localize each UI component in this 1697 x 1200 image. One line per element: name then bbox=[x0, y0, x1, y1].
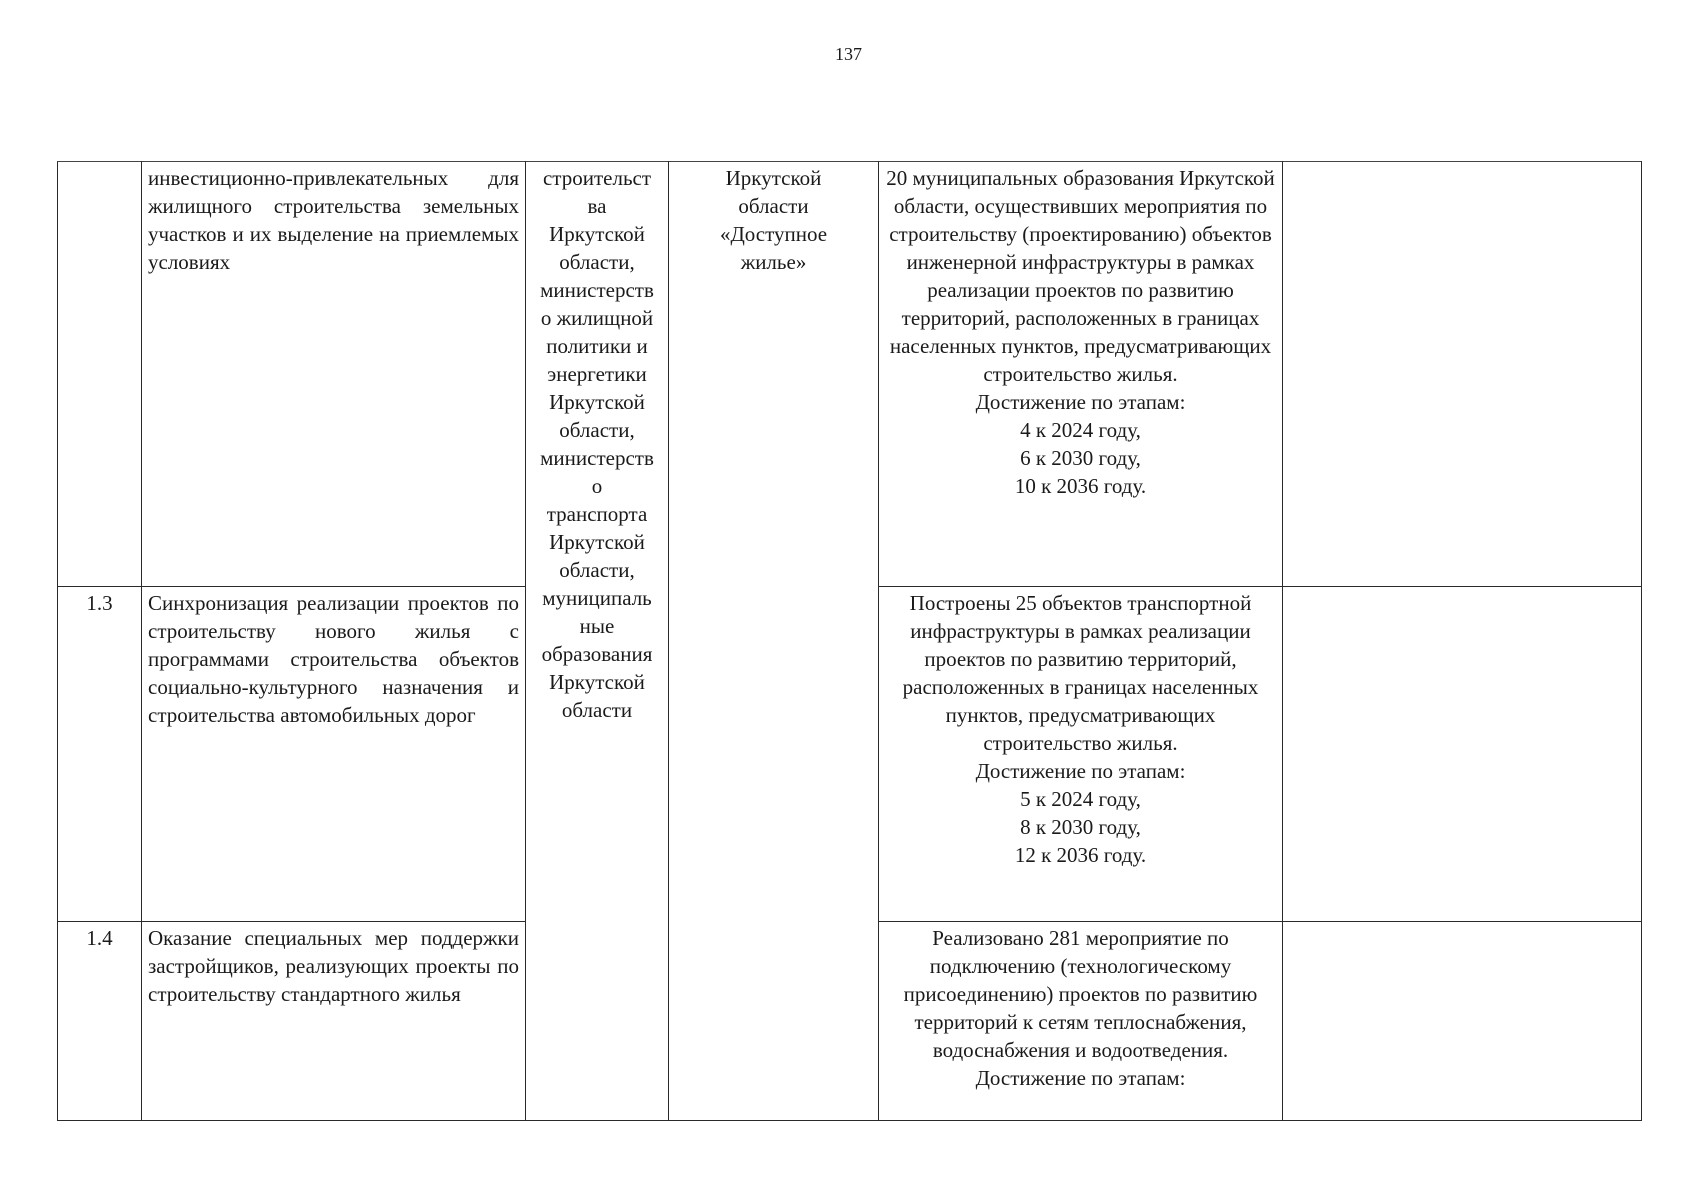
row-number: 1.3 bbox=[58, 587, 142, 922]
measure-name: Синхронизация реализации проектов по строительству нового жилья с программами строительства объектов социально-культурного назначения и строительства автомобильных дорог bbox=[142, 587, 526, 922]
result-text: 6 к 2030 году, bbox=[1020, 446, 1141, 470]
result-text: Достижение по этапам: bbox=[975, 759, 1186, 783]
executors-line: Иркутской bbox=[549, 222, 645, 246]
table-row bbox=[58, 162, 1642, 587]
executors-line: Иркутской bbox=[549, 670, 645, 694]
executors-line: строительст bbox=[542, 166, 652, 190]
executors-line: министерств bbox=[540, 278, 654, 302]
executors-line: области bbox=[561, 698, 633, 722]
executors-line: Иркутской bbox=[549, 530, 645, 554]
result-cell bbox=[879, 922, 1283, 1121]
executors-line: о жилищной bbox=[540, 306, 654, 330]
result-cell bbox=[879, 162, 1283, 587]
program-line: области bbox=[738, 194, 809, 218]
program-line: «Доступное bbox=[719, 222, 828, 246]
row-number bbox=[58, 162, 142, 587]
result-cell bbox=[879, 587, 1283, 922]
executors-line: муниципаль bbox=[542, 586, 652, 610]
empty-cell bbox=[1283, 587, 1642, 922]
empty-cell bbox=[1283, 162, 1642, 587]
result-text: 10 к 2036 году. bbox=[1014, 474, 1147, 498]
empty-cell bbox=[1283, 922, 1642, 1121]
executors-cell bbox=[526, 162, 669, 1121]
program-cell bbox=[669, 162, 879, 1121]
executors-line: области, bbox=[559, 250, 635, 274]
result-text: Построены 25 объектов транспортной инфраструктуры в рамках реализации проектов по развитию территорий, расположенных в границах населенных пунктов, предусматривающих строительство жилья. bbox=[902, 591, 1259, 755]
result-text: Достижение по этапам: bbox=[975, 1066, 1186, 1090]
result-text: Достижение по этапам: bbox=[975, 390, 1186, 414]
executors-line: министерств bbox=[540, 446, 654, 470]
result-text: 5 к 2024 году, bbox=[1020, 787, 1141, 811]
result-text: 20 муниципальных образования Иркутской области, осуществивших мероприятия по строительству (проектированию) объектов инженерной инфраструктуры в рамках реализации проектов по развитию территорий, расположенных в границах населенных пунктов, предусматривающих строительство жилья. bbox=[886, 166, 1275, 386]
result-text: 12 к 2036 году. bbox=[1014, 843, 1147, 867]
executors-line: ные bbox=[579, 614, 615, 638]
executors-line: политики и bbox=[546, 334, 648, 358]
result-text: Реализовано 281 мероприятие по подключению (технологическому присоединению) проектов по развитию территорий к сетям теплоснабжения, водоснабжения и водоотведения. bbox=[903, 926, 1258, 1062]
program-line: жилье» bbox=[740, 250, 807, 274]
executors-line: о bbox=[591, 474, 603, 498]
measure-name: инвестиционно-привлекательных для жилищного строительства земельных участков и их выделение на приемлемых условиях bbox=[142, 162, 526, 587]
measures-table bbox=[57, 161, 1642, 1121]
executors-line: транспорта bbox=[546, 502, 648, 526]
executors-line: образования bbox=[541, 642, 653, 666]
executors-line: ва bbox=[587, 194, 607, 218]
measure-name: Оказание специальных мер поддержки застройщиков, реализующих проекты по строительству стандартного жилья bbox=[142, 922, 526, 1121]
row-number: 1.4 bbox=[58, 922, 142, 1121]
result-text: 8 к 2030 году, bbox=[1020, 815, 1141, 839]
executors-line: области, bbox=[559, 558, 635, 582]
program-line: Иркутской bbox=[725, 166, 822, 190]
result-text: 4 к 2024 году, bbox=[1020, 418, 1141, 442]
executors-line: области, bbox=[559, 418, 635, 442]
page-number: 137 bbox=[835, 44, 862, 64]
executors-line: энергетики bbox=[547, 362, 647, 386]
executors-line: Иркутской bbox=[549, 390, 645, 414]
